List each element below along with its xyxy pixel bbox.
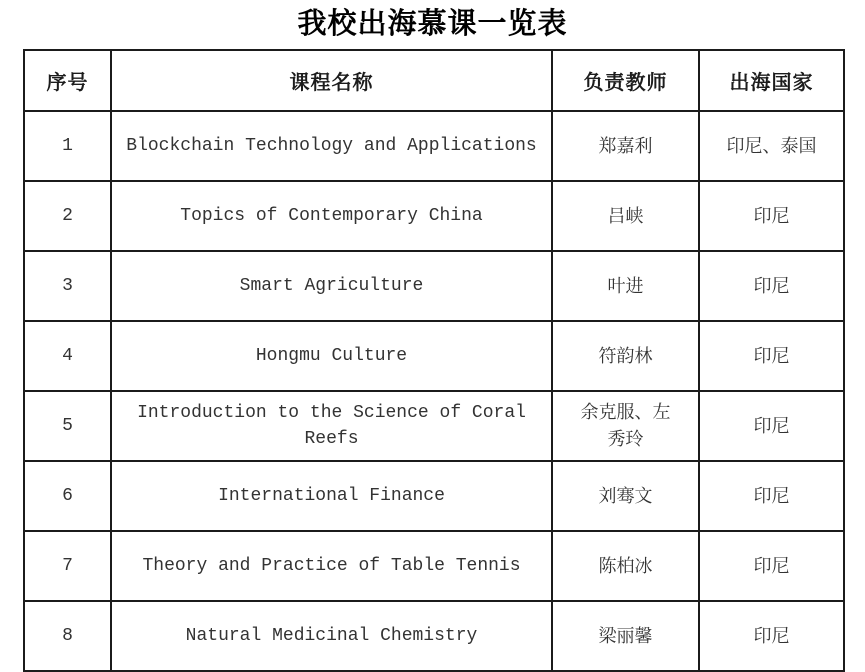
header-course-name: 课程名称	[111, 50, 552, 111]
course-name-cell: Topics of Contemporary China	[111, 181, 552, 251]
teacher-cell: 余克服、左秀玲	[552, 391, 699, 461]
teacher-cell: 陈柏冰	[552, 531, 699, 601]
teacher-cell: 符韵林	[552, 321, 699, 391]
country-cell: 印尼	[699, 181, 844, 251]
course-name-cell: Blockchain Technology and Applications	[111, 111, 552, 181]
mooc-table	[23, 49, 845, 672]
row-number-cell: 2	[24, 181, 111, 251]
header-serial-number: 序号	[24, 50, 111, 111]
country-cell: 印尼	[699, 601, 844, 671]
row-number-cell: 3	[24, 251, 111, 321]
table-row	[24, 321, 844, 391]
table-row	[24, 111, 844, 181]
country-cell: 印尼	[699, 461, 844, 531]
table-row	[24, 181, 844, 251]
table-header-row	[24, 50, 844, 111]
row-number-cell: 7	[24, 531, 111, 601]
table-row	[24, 391, 844, 461]
course-name-cell: International Finance	[111, 461, 552, 531]
course-name-cell: Hongmu Culture	[111, 321, 552, 391]
course-name-cell: Theory and Practice of Table Tennis	[111, 531, 552, 601]
row-number-cell: 6	[24, 461, 111, 531]
country-cell: 印尼	[699, 251, 844, 321]
header-country: 出海国家	[699, 50, 844, 111]
teacher-cell: 郑嘉利	[552, 111, 699, 181]
teacher-cell: 梁丽馨	[552, 601, 699, 671]
row-number-cell: 5	[24, 391, 111, 461]
row-number-cell: 4	[24, 321, 111, 391]
table-row	[24, 251, 844, 321]
page-title: 我校出海慕课一览表	[297, 8, 568, 40]
teacher-cell: 叶进	[552, 251, 699, 321]
country-cell: 印尼	[699, 531, 844, 601]
teacher-cell: 吕峡	[552, 181, 699, 251]
course-name-cell: Introduction to the Science of Coral Reefs	[111, 391, 552, 461]
row-number-cell: 8	[24, 601, 111, 671]
table-row	[24, 601, 844, 671]
country-cell: 印尼	[699, 391, 844, 461]
course-name-cell: Smart Agriculture	[111, 251, 552, 321]
table-row	[24, 461, 844, 531]
row-number-cell: 1	[24, 111, 111, 181]
table-row	[24, 531, 844, 601]
header-teacher: 负责教师	[552, 50, 699, 111]
country-cell: 印尼	[699, 321, 844, 391]
country-cell: 印尼、泰国	[699, 111, 844, 181]
teacher-cell: 刘骞文	[552, 461, 699, 531]
course-name-cell: Natural Medicinal Chemistry	[111, 601, 552, 671]
